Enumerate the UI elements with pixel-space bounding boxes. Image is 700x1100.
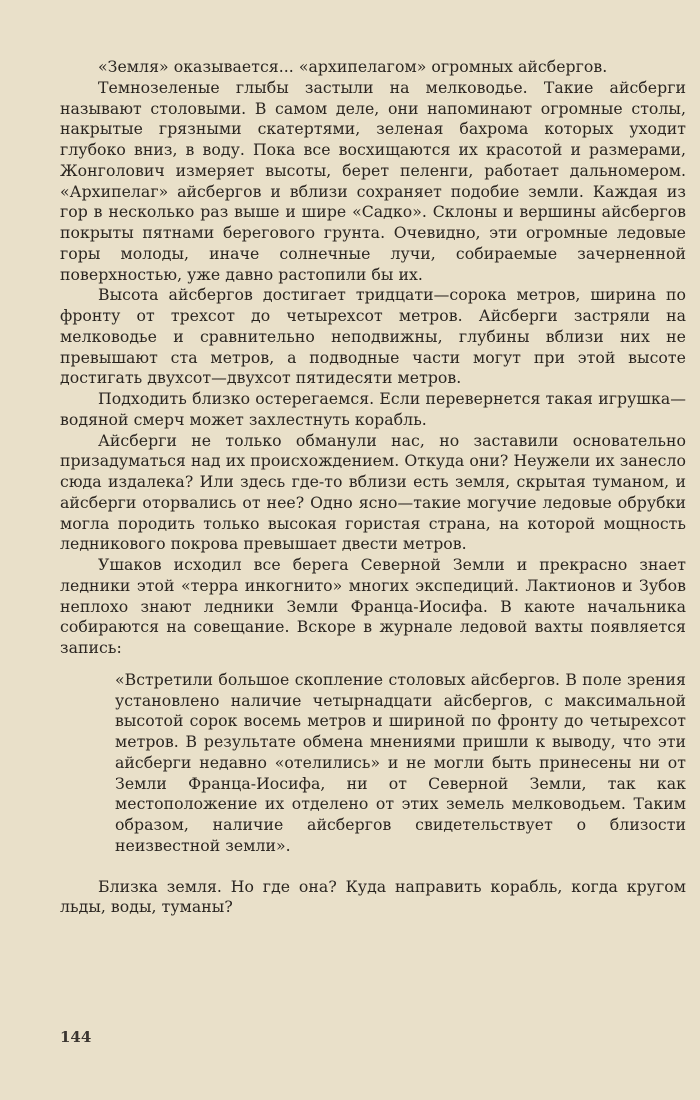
journal-quote: «Встретили большое скопление столовых айсбергов. В поле зрения установлено наличие четырнадцати айсбергов, с максимальной высотой сорок восемь метров и шириной по фронту до четырехсот метров. В результате обмена мнениями пришли к выводу, что эти айсберги недавно «отелились» и не могли быть принесены ни от Земли Франца-Иосифа, ни от Северной Земли, так как местоположение их отделено от этих земель мелководьем. Таким образом, наличие айсбергов свидетельствует о близости неизвестной земли». [115, 669, 686, 855]
page-number: 144 [60, 1028, 92, 1046]
paragraph-5: Айсберги не только обманули нас, но заставили основательно призадуматься над их происхождением. Откуда они? Неужели их занесло сюда издалека? Или здесь где-то вблизи есть земля, скрытая туманом, и айсберги оторвались от нее? Одно ясно—такие могучие ледовые обрубки могла породить только высокая гористая страна, на которой мощность ледникового покрова превышает двести метров. [60, 430, 686, 554]
paragraph-2: Темнозеленые глыбы застыли на мелководье. Такие айсберги называют столовыми. В самом деле, они напоминают огромные столы, накрытые грязными скатертями, зеленая бахрома которых уходит глубоко вниз, в воду. Пока все восхищаются их красотой и размерами, Жонголович измеряет высоты, берет пеленги, работает дальномером. «Архипелаг» айсбергов и вблизи сохраняет подобие земли. Каждая из гор в несколько раз выше и шире «Садко». Склоны и вершины айсбергов покрыты пятнами берегового грунта. Очевидно, эти огромные ледовые горы молоды, иначе солнечные лучи, собираемые зачерненной поверхностью, уже давно растопили бы их. [60, 77, 686, 284]
closing-paragraph: Близка земля. Но где она? Куда направить корабль, когда кругом льды, воды, туманы? [60, 876, 686, 917]
paragraph-6: Ушаков исходил все берега Северной Земли и прекрасно знает ледники этой «терра инкогнито» многих экспедиций. Лактионов и Зубов неплохо знают ледники Земли Франца-Иосифа. В каюте начальника собираются на совещание. Вскоре в журнале ледовой вахты появляется запись: [60, 555, 686, 657]
paragraph-3: Высота айсбергов достигает тридцати—сорока метров, ширина по фронту от трехсот до четырехсот метров. Айсберги застряли на мелководье и сравнительно неподвижны, глубины вблизи них не превышают ста метров, а подводные части могут при этой высоте достигать двухсот—двухсот пятидесяти метров. [60, 285, 686, 388]
page-body [60, 57, 686, 918]
paragraph-4: Подходить близко остерегаемся. Если перевернется такая игрушка—водяной смерч может захлестнуть корабль. [60, 389, 686, 429]
paragraph-1: «Земля» оказывается... «архипелагом» огромных айсбергов. [98, 57, 608, 76]
